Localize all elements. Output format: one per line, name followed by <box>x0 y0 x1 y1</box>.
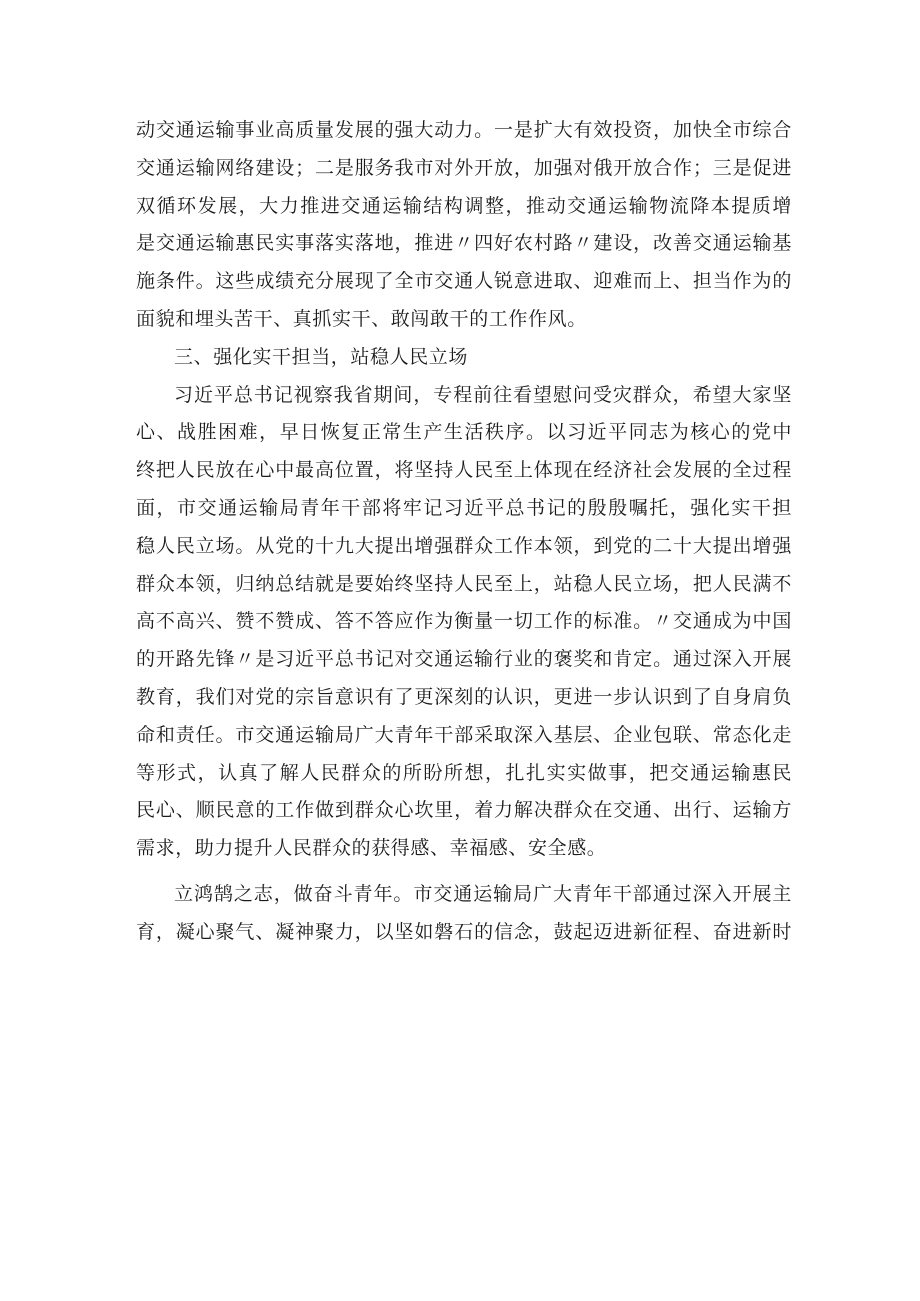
text-line: 面貌和埋头苦干、真抓实干、敢闯敢干的工作作风。 <box>136 307 587 330</box>
text-line: 交通运输网络建设；二是服务我市对外开放，加强对俄开放合作；三是促进 <box>136 156 792 179</box>
text-line: 需求，助力提升人民群众的获得感、幸福感、安全感。 <box>136 837 607 860</box>
text-line: 等形式，认真了解人民群众的所盼所想，扎扎实实做事，把交通运输惠民 <box>136 761 792 784</box>
text-line: 高不高兴、赞不赞成、答不答应作为衡量一切工作的标准。〃交通成为中国 <box>136 610 792 633</box>
paragraph-youth-aspiration <box>136 876 792 952</box>
text-line: 的开路先锋〃是习近平总书记对交通运输行业的褒奖和肯定。通过深入开展 <box>136 648 792 671</box>
text-line: 立鸿鹄之志，做奋斗青年。市交通运输局广大青年干部通过深入开展主 <box>174 882 792 905</box>
text-line: 习近平总书记视察我省期间，专程前往看望慰问受灾群众，希望大家坚 <box>174 383 792 406</box>
text-line: 动交通运输事业高质量发展的强大动力。一是扩大有效投资，加快全市综合 <box>136 119 792 141</box>
paragraph-people-first <box>136 377 792 868</box>
text-line: 稳人民立场。从党的十九大提出增强群众工作本领，到党的二十大提出增强 <box>136 534 792 557</box>
section-heading-3: 三、强化实干担当，站稳人民立场 <box>174 345 469 368</box>
text-line: 命和责任。市交通运输局广大青年干部采取深入基层、企业包联、常态化走 <box>136 723 792 746</box>
text-line: 是交通运输惠民实事落实落地，推进〃四好农村路〃建设，改善交通运输基 <box>136 232 792 255</box>
paragraph-transport-achievements <box>136 112 792 339</box>
text-line: 终把人民放在心中最高位置，将坚持人民至上体现在经济社会发展的全过程 <box>136 459 792 482</box>
document-body <box>136 112 792 952</box>
text-line: 施条件。这些成绩充分展现了全市交通人锐意进取、迎难而上、担当作为的 <box>136 270 792 293</box>
text-line: 育，凝心聚气、凝神聚力，以坚如磐石的信念，鼓起迈进新征程、奋进新时 <box>136 920 792 943</box>
text-line: 面，市交通运输局青年干部将牢记习近平总书记的殷殷嘱托，强化实干担 <box>136 496 792 519</box>
text-line: 民心、顺民意的工作做到群众心坎里，着力解决群众在交通、出行、运输方 <box>136 799 792 822</box>
text-line: 双循环发展，大力推进交通运输结构调整，推动交通运输物流降本提质增 <box>136 194 792 217</box>
text-line: 心、战胜困难，早日恢复正常生产生活秩序。以习近平同志为核心的党中 <box>136 421 792 444</box>
text-line: 群众本领，归纳总结就是要始终坚持人民至上，站稳人民立场，把人民满不 <box>136 572 792 595</box>
text-line: 教育，我们对党的宗旨意识有了更深刻的认识，更进一步认识到了自身肩负 <box>136 685 792 708</box>
